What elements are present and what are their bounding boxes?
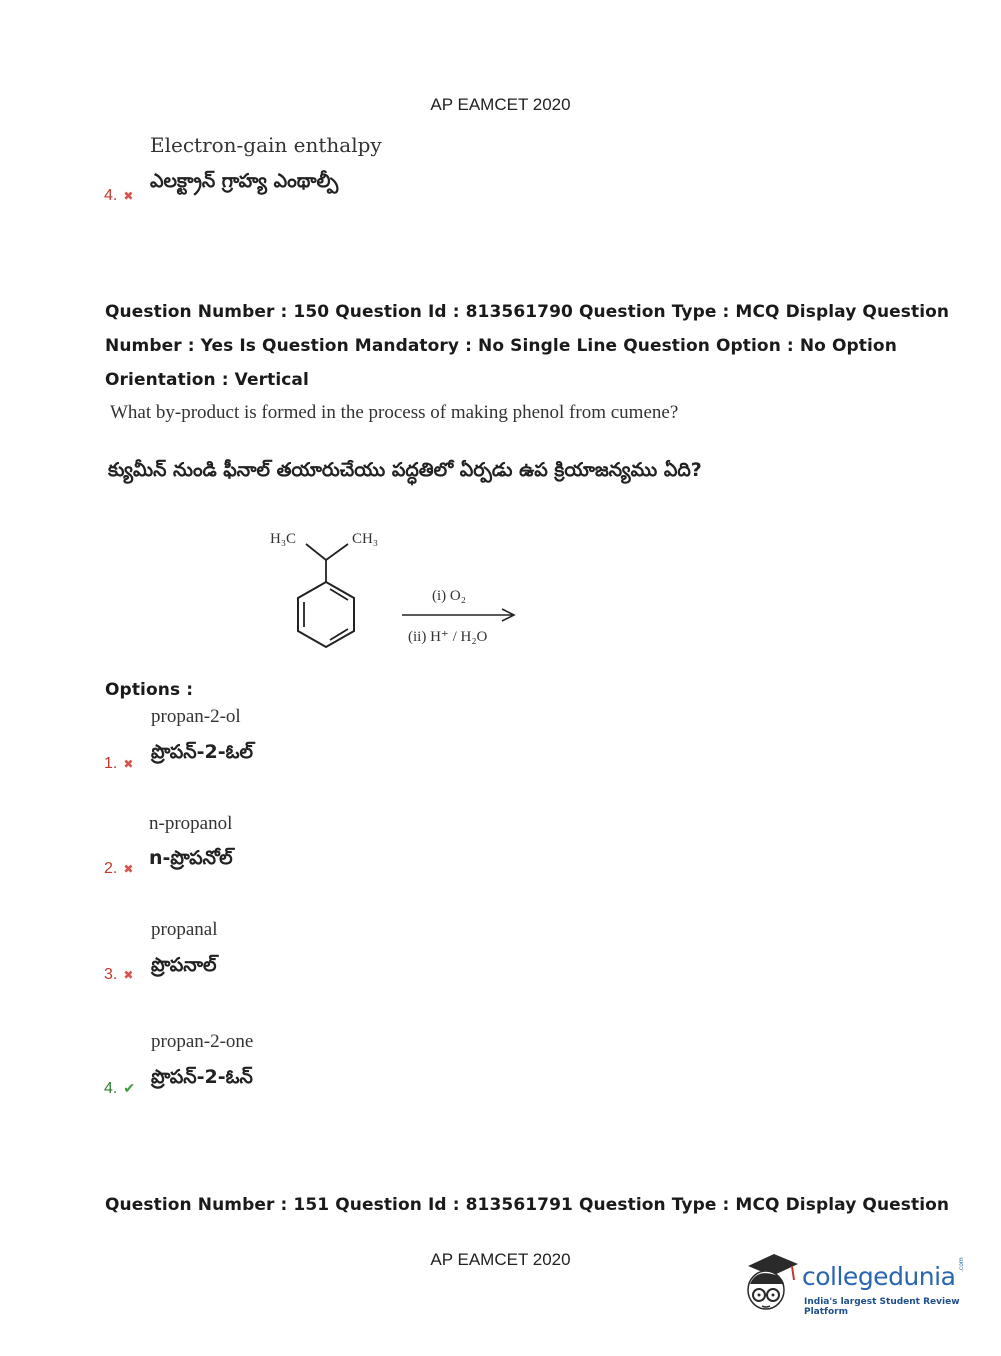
brand-name: collegedunia — [802, 1262, 956, 1291]
question-150-meta-line3: Orientation : Vertical — [105, 370, 309, 390]
option-3-number — [104, 966, 133, 984]
question-150-meta-line1: Question Number : 150 Question Id : 813561790 Question Type : MCQ Display Question — [105, 302, 950, 322]
wrong-mark-icon: ✖ — [123, 757, 134, 771]
prev-option-english: Electron-gain enthalpy — [150, 133, 382, 157]
brand-suffix: .com — [958, 1257, 965, 1272]
page-header-title: AP EAMCET 2020 — [430, 95, 571, 114]
option-1-english: propan-2-ol — [151, 706, 241, 727]
wrong-mark-icon: ✖ — [123, 862, 134, 876]
option-1-number-label: 1. — [104, 755, 118, 772]
question-150-meta-line2: Number : Yes Is Question Mandatory : No Single Line Question Option : No Option — [105, 336, 897, 356]
prev-option-number-label: 4. — [104, 187, 118, 204]
wrong-mark-icon: ✖ — [123, 189, 134, 203]
question-151-meta-line1: Question Number : 151 Question Id : 813561791 Question Type : MCQ Display Question — [105, 1195, 950, 1215]
option-2-english: n-propanol — [149, 813, 233, 834]
option-4-telugu: ప్రొపన్-2-ఓన్ — [151, 1066, 253, 1088]
option-4-number-label: 4. — [104, 1080, 118, 1097]
collegedunia-logo — [742, 1250, 972, 1320]
option-2-telugu: n-ప్రొపనోల్ — [149, 847, 233, 869]
mascot-icon — [742, 1250, 800, 1314]
reagent-2: (ii) H⁺ / H₂O — [408, 629, 488, 645]
reaction-left-group: H₃C — [270, 531, 297, 547]
check-mark-icon: ✔ — [123, 1080, 136, 1096]
option-3-number-label: 3. — [104, 966, 118, 983]
option-4-english: propan-2-one — [151, 1031, 254, 1052]
wrong-mark-icon: ✖ — [123, 968, 134, 982]
reagent-1: (i) O₂ — [432, 588, 466, 604]
prev-option-telugu: ఎలక్ట్రాన్ గ్రాహ్య ఎంథాల్పీ — [150, 170, 339, 192]
options-label: Options : — [105, 680, 194, 700]
option-3-english: propanal — [151, 919, 218, 940]
option-2-number-label: 2. — [104, 860, 118, 877]
option-1-telugu: ప్రొపన్-2-ఓల్ — [151, 741, 253, 763]
question-150-text-english: What by-product is formed in the process of making phenol from cumene? — [110, 402, 679, 423]
prev-option-number — [104, 187, 133, 205]
reaction-right-group: CH₃ — [352, 531, 379, 547]
reaction-diagram — [260, 525, 560, 665]
page-footer-title: AP EAMCET 2020 — [430, 1250, 571, 1269]
option-1-number — [104, 755, 133, 773]
option-4-number — [104, 1080, 135, 1098]
question-150-text-telugu: క్యుమీన్ నుండి ఫీనాల్ తయారుచేయు పద్ధతిలో ఏర్పడు ఉప క్రియాజన్యము ఏది? — [108, 459, 702, 481]
option-3-telugu: ప్రొపనాల్ — [151, 954, 217, 976]
brand-tagline: India's largest Student Review Platform — [804, 1297, 960, 1317]
option-2-number — [104, 860, 133, 878]
